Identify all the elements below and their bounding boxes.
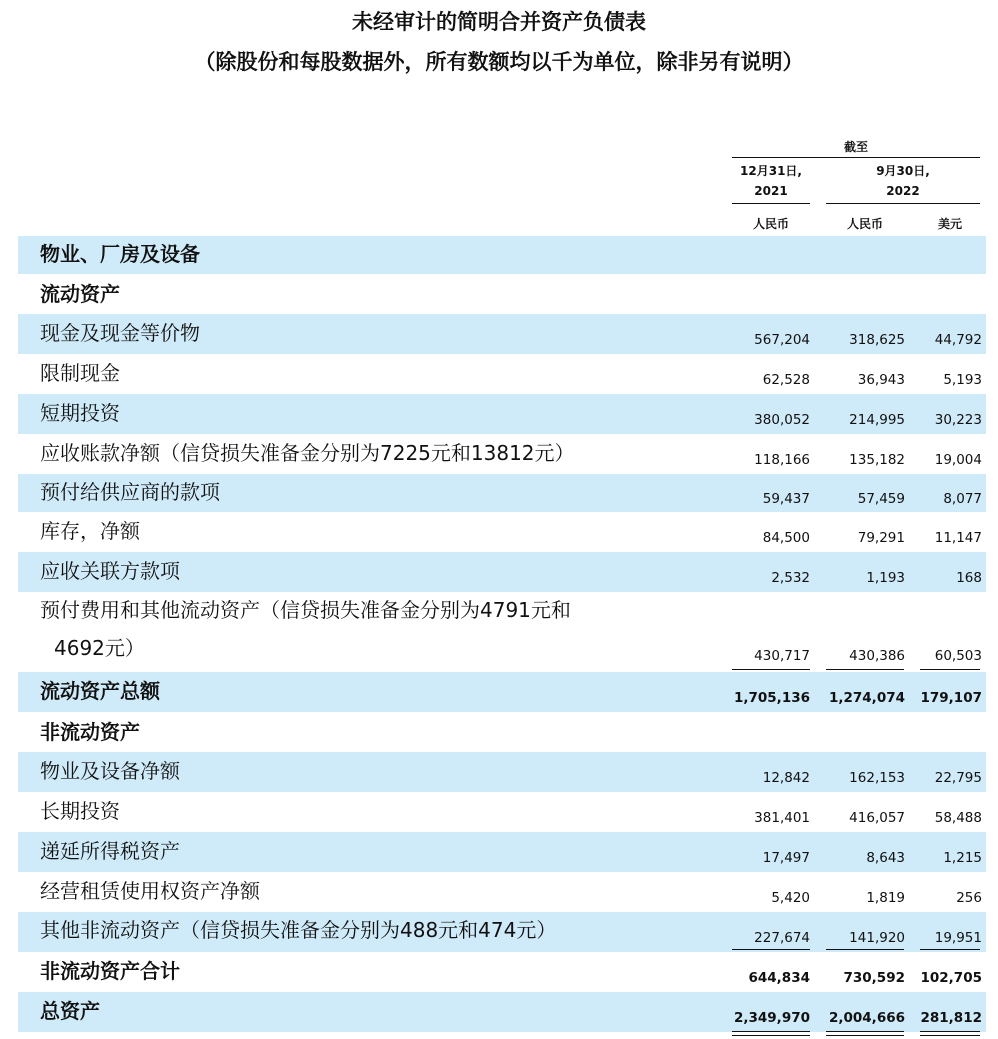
value-2021-rmb: 17,497	[762, 850, 810, 866]
value-2021-rmb: 84,500	[762, 530, 810, 546]
value-2022-usd: 22,795	[934, 770, 982, 786]
col1-date-line2: 2021	[754, 184, 788, 198]
row-label: 预付费用和其他流动资产（信贷损失准备金分别为4791元和	[40, 598, 571, 622]
value-2022-rmb: 141,920	[849, 930, 905, 946]
row-label: 限制现金	[40, 361, 120, 385]
row-label: 其他非流动资产（信贷损失准备金分别为488元和474元）	[40, 918, 557, 942]
subtotal-rule	[732, 949, 810, 950]
value-2021-rmb: 430,717	[754, 648, 810, 664]
subtotal-rule	[826, 949, 904, 950]
value-2022-usd: 44,792	[934, 332, 982, 348]
table-row	[18, 474, 986, 512]
value-2021-rmb: 567,204	[754, 332, 810, 348]
table-row	[18, 672, 986, 712]
value-2022-rmb: 318,625	[849, 332, 905, 348]
value-2022-usd: 19,004	[934, 452, 982, 468]
row-label: 应收关联方款项	[40, 559, 180, 583]
row-label: 现金及现金等价物	[40, 321, 200, 345]
subtotal-rule	[732, 669, 810, 670]
row-label: 短期投资	[40, 401, 120, 425]
value-2022-rmb: 214,995	[849, 412, 905, 428]
row-label: 经营租赁使用权资产净额	[40, 879, 260, 903]
value-2022-rmb: 730,592	[843, 970, 905, 986]
col2-date-line1: 9月30日,	[876, 164, 930, 178]
table-row	[18, 912, 986, 952]
col1-date-rule	[732, 203, 810, 204]
as-of-rule	[732, 157, 980, 158]
value-2022-usd: 30,223	[934, 412, 982, 428]
as-of-header: 截至	[843, 140, 868, 154]
value-2021-rmb: 1,705,136	[733, 690, 810, 706]
col2-currency: 人民币	[846, 217, 883, 231]
value-2022-usd: 19,951	[934, 930, 982, 946]
value-2022-usd: 256	[956, 890, 982, 906]
row-label: 库存，净额	[40, 519, 140, 543]
row-label: 流动资产	[40, 282, 120, 306]
col1-currency: 人民币	[752, 217, 789, 231]
value-2022-usd: 5,193	[943, 372, 982, 388]
table-row	[18, 354, 986, 394]
col2-date-line2: 2022	[886, 184, 920, 198]
table-row	[18, 592, 986, 672]
value-2021-rmb: 62,528	[762, 372, 810, 388]
value-2021-rmb: 2,532	[771, 570, 810, 586]
table-row	[18, 434, 986, 474]
value-2022-usd: 168	[956, 570, 982, 586]
value-2022-usd: 60,503	[934, 648, 982, 664]
value-2022-rmb: 416,057	[849, 810, 905, 826]
table-row	[18, 552, 986, 592]
value-2022-usd: 179,107	[920, 690, 982, 706]
table-row	[18, 832, 986, 872]
value-2022-usd: 1,215	[943, 850, 982, 866]
table-row	[18, 792, 986, 832]
total-double-rule	[920, 1031, 980, 1036]
table-row	[18, 236, 986, 274]
col1-date-line1: 12月31日,	[740, 164, 802, 178]
total-double-rule	[826, 1031, 904, 1036]
value-2021-rmb: 59,437	[762, 491, 810, 507]
table-row	[18, 952, 986, 992]
value-2022-usd: 11,147	[934, 530, 982, 546]
value-2022-rmb: 430,386	[849, 648, 905, 664]
table-row	[18, 314, 986, 354]
value-2021-rmb: 118,166	[754, 452, 810, 468]
value-2022-rmb: 79,291	[857, 530, 905, 546]
row-label: 总资产	[40, 999, 100, 1023]
value-2021-rmb: 12,842	[762, 770, 810, 786]
value-2022-usd: 8,077	[943, 491, 982, 507]
value-2022-usd: 281,812	[920, 1010, 982, 1026]
row-label: 预付给供应商的款项	[40, 480, 220, 504]
value-2022-rmb: 1,193	[866, 570, 905, 586]
value-2022-rmb: 162,153	[849, 770, 905, 786]
statement-title: 未经审计的简明合并资产负债表	[352, 10, 646, 34]
table-row	[18, 992, 986, 1032]
subtotal-rule	[826, 669, 904, 670]
row-label: 物业及设备净额	[40, 759, 180, 783]
row-label: 长期投资	[40, 799, 120, 823]
subtotal-rule	[920, 669, 980, 670]
value-2022-rmb: 8,643	[866, 850, 905, 866]
row-label: 非流动资产	[40, 720, 140, 744]
table-row	[18, 752, 986, 792]
statement-subtitle: （除股份和每股数据外，所有数额均以千为单位，除非另有说明）	[194, 50, 804, 74]
value-2021-rmb: 644,834	[748, 970, 810, 986]
value-2022-rmb: 1,274,074	[828, 690, 905, 706]
row-label-continued: 4692元）	[54, 636, 145, 660]
col3-currency: 美元	[937, 217, 962, 231]
value-2021-rmb: 5,420	[771, 890, 810, 906]
value-2022-rmb: 135,182	[849, 452, 905, 468]
row-label: 非流动资产合计	[40, 959, 180, 983]
value-2022-usd: 102,705	[920, 970, 982, 986]
col2-date-rule	[826, 203, 980, 204]
value-2021-rmb: 380,052	[754, 412, 810, 428]
value-2021-rmb: 381,401	[754, 810, 810, 826]
row-label: 物业、厂房及设备	[40, 242, 200, 266]
value-2021-rmb: 2,349,970	[733, 1010, 810, 1026]
value-2022-rmb: 2,004,666	[828, 1010, 905, 1026]
value-2022-usd: 58,488	[934, 810, 982, 826]
row-label: 递延所得税资产	[40, 839, 180, 863]
table-row	[18, 712, 986, 752]
table-row	[18, 274, 986, 314]
table-row	[18, 394, 986, 434]
subtotal-rule	[920, 949, 980, 950]
table-row	[18, 512, 986, 552]
row-label: 流动资产总额	[40, 679, 160, 703]
value-2022-rmb: 57,459	[857, 491, 905, 507]
row-label: 应收账款净额（信贷损失准备金分别为7225元和13812元）	[40, 441, 575, 465]
value-2022-rmb: 1,819	[866, 890, 905, 906]
total-double-rule	[732, 1031, 810, 1036]
value-2021-rmb: 227,674	[754, 930, 810, 946]
table-row	[18, 872, 986, 912]
value-2022-rmb: 36,943	[857, 372, 905, 388]
